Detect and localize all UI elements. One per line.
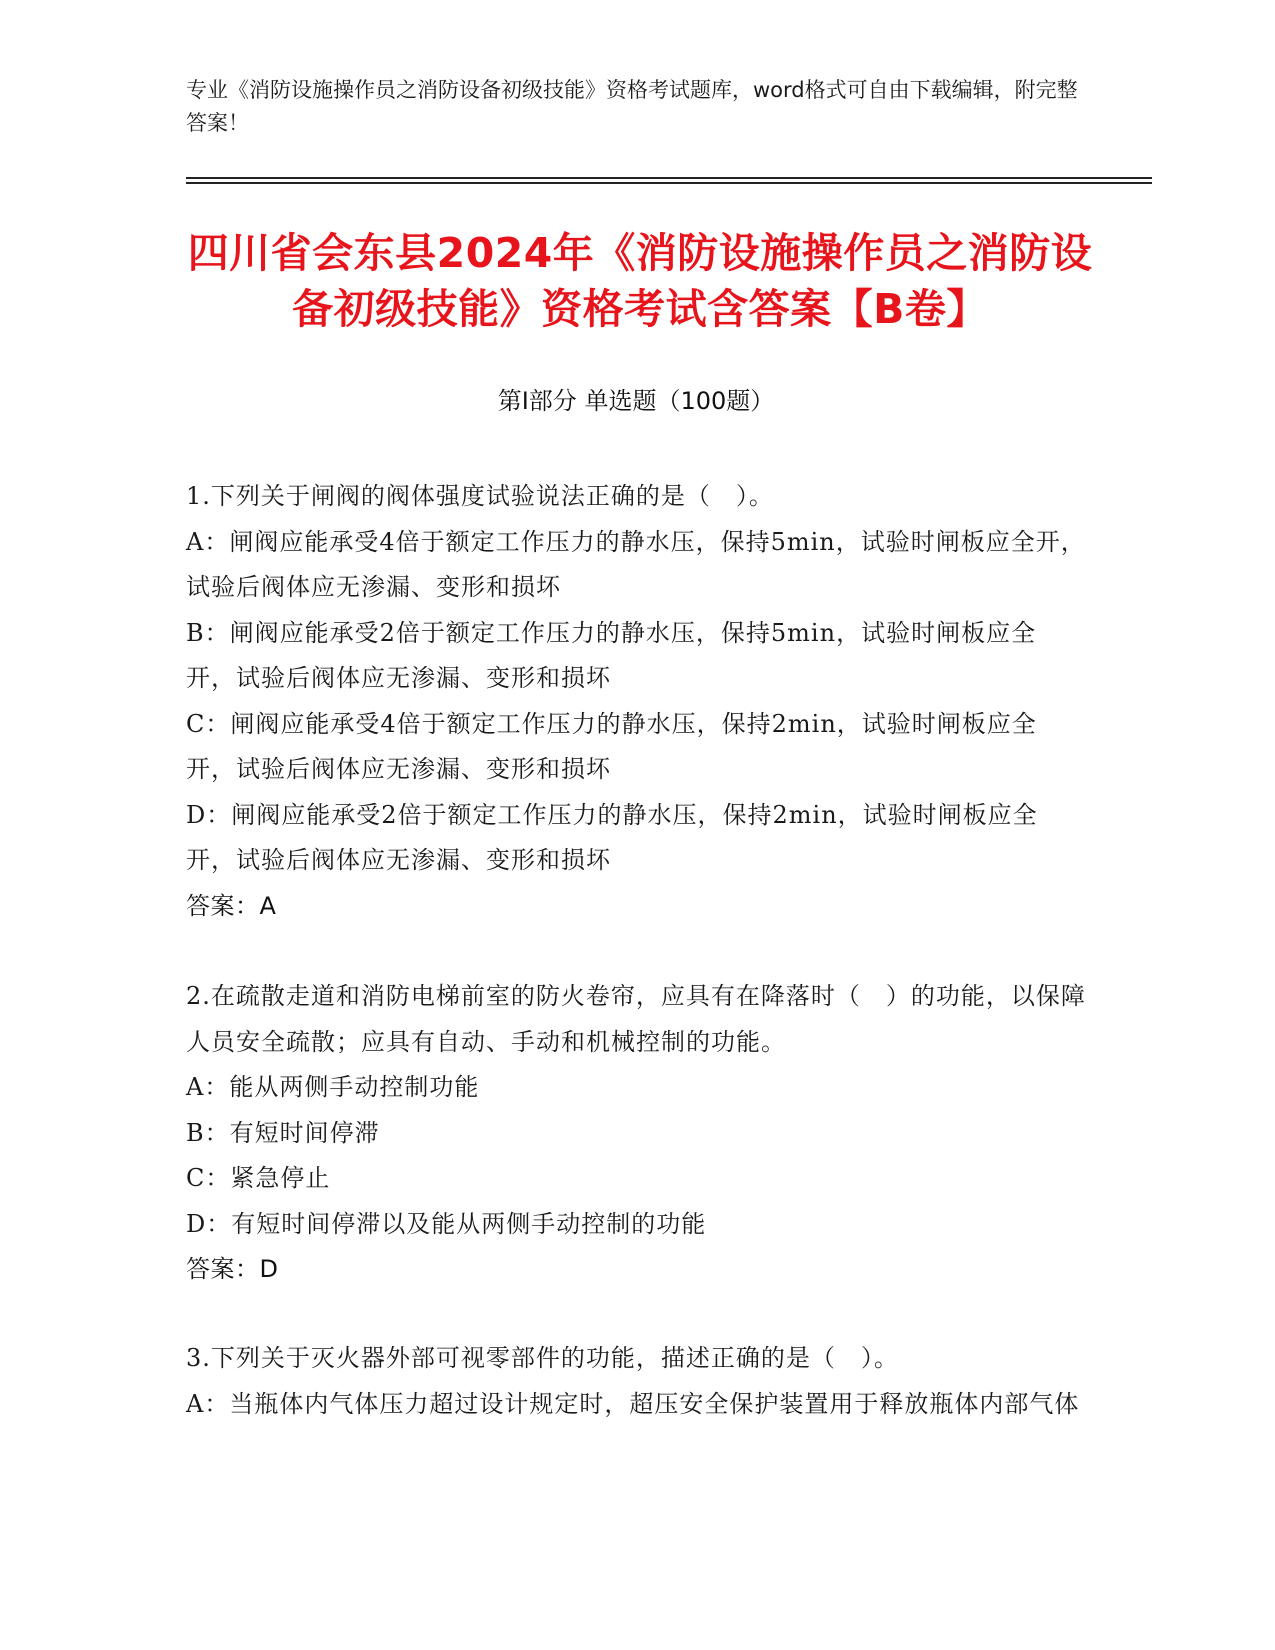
question-1	[186, 474, 1086, 929]
question-2	[186, 974, 1086, 1293]
question-3	[186, 1336, 1086, 1427]
option-b: B：有短时间停滞	[186, 1118, 380, 1147]
option-c: C：紧急停止	[186, 1164, 331, 1192]
option-d: D：有短时间停滞以及能从两侧手动控制的功能	[186, 1209, 707, 1238]
answer-label: 答案：D	[186, 1255, 279, 1283]
option-a: A：能从两侧手动控制功能	[186, 1073, 480, 1101]
question-stem: 1.下列关于闸阀的阀体强度试验说法正确的是（ ）。	[186, 482, 774, 510]
answer-label: 答案：A	[186, 891, 277, 920]
header-divider-top	[186, 177, 1152, 179]
document-title: 四川省会东县2024年《消防设施操作员之消防设备初级技能》资格考试含答案【B卷】	[187, 229, 1093, 333]
question-stem: 3.下列关于灭火器外部可视零部件的功能，描述正确的是（ ）。	[186, 1344, 899, 1372]
option-b: B：闸阀应能承受2倍于额定工作压力的静水压，保持5min，试验时闸板应全开，试验后阀体应无渗漏、变形和损坏	[186, 618, 1037, 692]
question-stem: 2.在疏散走道和消防电梯前室的防火卷帘，应具有在降落时（ ）的功能，以保障人员安全疏散；应具有自动、手动和机械控制的功能。	[186, 982, 1086, 1056]
section-title: 第Ⅰ部分 单选题（100题）	[497, 387, 775, 415]
option-c: C：闸阀应能承受4倍于额定工作压力的静水压，保持2min，试验时闸板应全开，试验后阀体应无渗漏、变形和损坏	[186, 709, 1037, 783]
header-divider-bottom	[186, 182, 1152, 184]
option-d: D：闸阀应能承受2倍于额定工作压力的静水压，保持2min，试验时闸板应全开，试验后阀体应无渗漏、变形和损坏	[186, 800, 1038, 874]
header-note: 专业《消防设施操作员之消防设备初级技能》资格考试题库，word格式可自由下载编辑，附完整答案！	[186, 78, 1078, 135]
option-a: A：闸阀应能承受4倍于额定工作压力的静水压，保持5min，试验时闸板应全开，试验后阀体应无渗漏、变形和损坏	[186, 527, 1086, 601]
option-a: A：当瓶体内气体压力超过设计规定时，超压安全保护装置用于释放瓶体内部气体	[186, 1389, 1080, 1418]
